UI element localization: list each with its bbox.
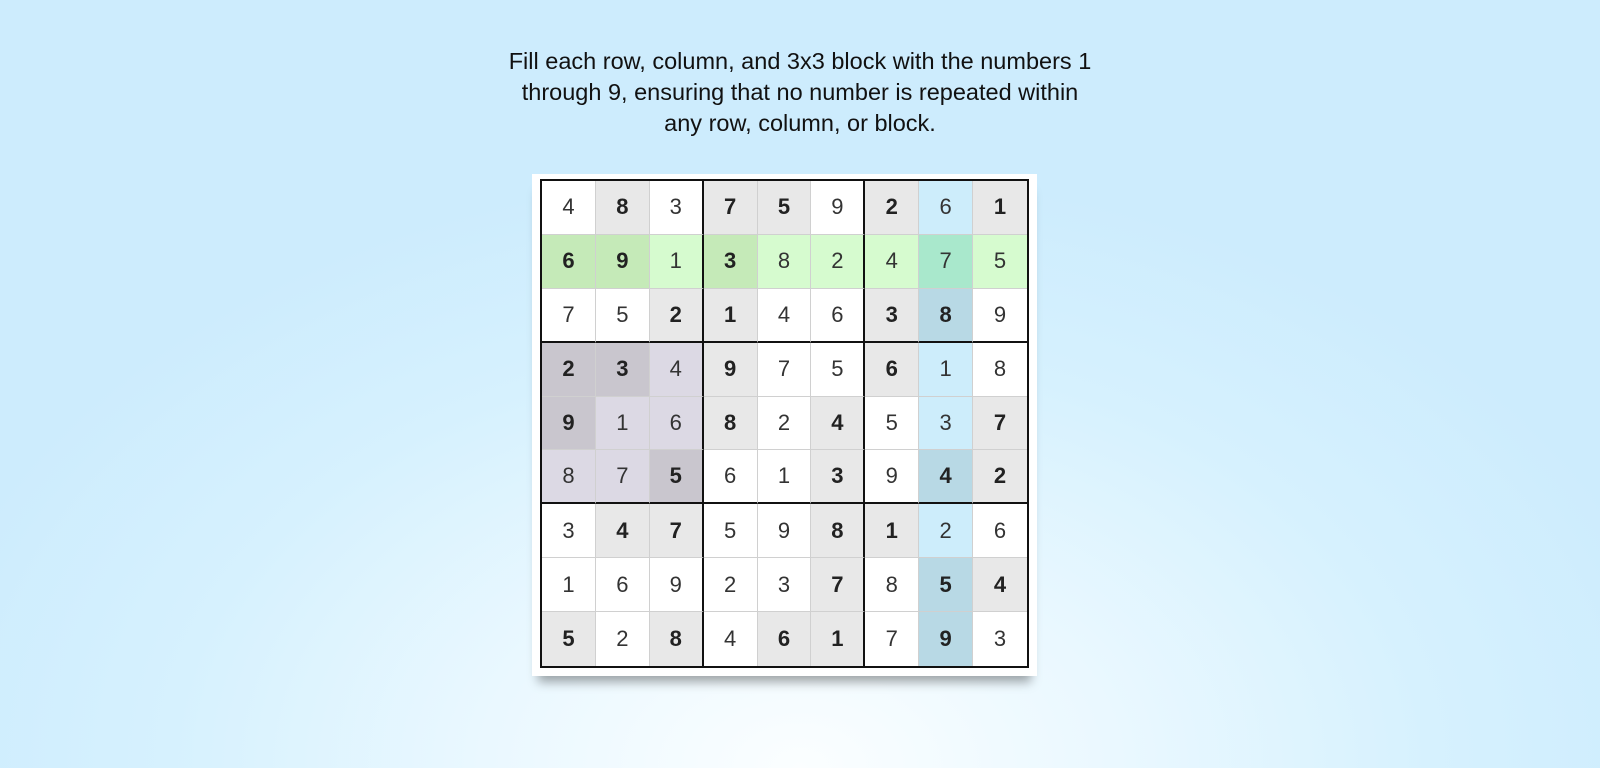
sudoku-cell-r2-c2: 9	[596, 235, 650, 289]
instructions-text: Fill each row, column, and 3x3 block with the numbers 1 through 9, ensuring that no number is repeated within any row, column, or block.	[508, 48, 1092, 136]
sudoku-cell-r9-c4[interactable]: 4	[704, 612, 758, 666]
sudoku-cell-r6-c3: 5	[650, 450, 704, 504]
sudoku-cell-r4-c7: 6	[865, 343, 919, 397]
sudoku-cell-r5-c2[interactable]: 1	[596, 397, 650, 451]
sudoku-cell-r5-c6: 4	[811, 397, 865, 451]
sudoku-cell-r1-c6[interactable]: 9	[811, 181, 865, 235]
sudoku-cell-r8-c9: 4	[973, 558, 1027, 612]
sudoku-cell-r5-c1: 9	[542, 397, 596, 451]
sudoku-cell-r9-c1: 5	[542, 612, 596, 666]
sudoku-cell-r2-c8[interactable]: 7	[919, 235, 973, 289]
sudoku-cell-r7-c4[interactable]: 5	[704, 504, 758, 558]
sudoku-cell-r2-c7[interactable]: 4	[865, 235, 919, 289]
sudoku-cell-r1-c4: 7	[704, 181, 758, 235]
sudoku-cell-r2-c6[interactable]: 2	[811, 235, 865, 289]
sudoku-cell-r6-c4[interactable]: 6	[704, 450, 758, 504]
sudoku-cell-r4-c9[interactable]: 8	[973, 343, 1027, 397]
sudoku-cell-r7-c9[interactable]: 6	[973, 504, 1027, 558]
sudoku-cell-r9-c5: 6	[758, 612, 812, 666]
sudoku-cell-r2-c5[interactable]: 8	[758, 235, 812, 289]
sudoku-cell-r3-c9[interactable]: 9	[973, 289, 1027, 343]
sudoku-cell-r3-c4: 1	[704, 289, 758, 343]
sudoku-cell-r2-c9[interactable]: 5	[973, 235, 1027, 289]
sudoku-cell-r6-c7[interactable]: 9	[865, 450, 919, 504]
sudoku-cell-r4-c5[interactable]: 7	[758, 343, 812, 397]
sudoku-cell-r7-c5[interactable]: 9	[758, 504, 812, 558]
sudoku-cell-r3-c1[interactable]: 7	[542, 289, 596, 343]
sudoku-cell-r5-c5[interactable]: 2	[758, 397, 812, 451]
sudoku-cell-r7-c7: 1	[865, 504, 919, 558]
sudoku-cell-r8-c1[interactable]: 1	[542, 558, 596, 612]
sudoku-cell-r4-c2: 3	[596, 343, 650, 397]
sudoku-cell-r4-c1: 2	[542, 343, 596, 397]
sudoku-cell-r5-c7[interactable]: 5	[865, 397, 919, 451]
sudoku-cell-r9-c8: 9	[919, 612, 973, 666]
sudoku-cell-r5-c4: 8	[704, 397, 758, 451]
sudoku-cell-r3-c5[interactable]: 4	[758, 289, 812, 343]
sudoku-cell-r1-c8[interactable]: 6	[919, 181, 973, 235]
sudoku-cell-r9-c2[interactable]: 2	[596, 612, 650, 666]
sudoku-cell-r8-c3[interactable]: 9	[650, 558, 704, 612]
sudoku-cell-r7-c3: 7	[650, 504, 704, 558]
sudoku-cell-r3-c3: 2	[650, 289, 704, 343]
sudoku-cell-r3-c6[interactable]: 6	[811, 289, 865, 343]
sudoku-cell-r1-c1[interactable]: 4	[542, 181, 596, 235]
sudoku-cell-r9-c6: 1	[811, 612, 865, 666]
sudoku-cell-r3-c2[interactable]: 5	[596, 289, 650, 343]
sudoku-cell-r5-c9: 7	[973, 397, 1027, 451]
sudoku-cell-r1-c9: 1	[973, 181, 1027, 235]
sudoku-cell-r7-c8[interactable]: 2	[919, 504, 973, 558]
sudoku-cell-r4-c8[interactable]: 1	[919, 343, 973, 397]
sudoku-cell-r5-c8[interactable]: 3	[919, 397, 973, 451]
sudoku-cell-r3-c8: 8	[919, 289, 973, 343]
sudoku-cell-r9-c9[interactable]: 3	[973, 612, 1027, 666]
sudoku-cell-r4-c4: 9	[704, 343, 758, 397]
sudoku-cell-r8-c2[interactable]: 6	[596, 558, 650, 612]
sudoku-cell-r1-c5: 5	[758, 181, 812, 235]
sudoku-cell-r1-c7: 2	[865, 181, 919, 235]
sudoku-grid	[540, 179, 1029, 668]
sudoku-cell-r6-c9: 2	[973, 450, 1027, 504]
sudoku-cell-r8-c6: 7	[811, 558, 865, 612]
sudoku-cell-r8-c4[interactable]: 2	[704, 558, 758, 612]
sudoku-cell-r6-c1[interactable]: 8	[542, 450, 596, 504]
sudoku-cell-r8-c7[interactable]: 8	[865, 558, 919, 612]
sudoku-cell-r4-c6[interactable]: 5	[811, 343, 865, 397]
sudoku-cell-r2-c3[interactable]: 1	[650, 235, 704, 289]
sudoku-cell-r2-c1: 6	[542, 235, 596, 289]
sudoku-cell-r7-c1[interactable]: 3	[542, 504, 596, 558]
sudoku-cell-r8-c5[interactable]: 3	[758, 558, 812, 612]
sudoku-cell-r5-c3[interactable]: 6	[650, 397, 704, 451]
sudoku-cell-r6-c8: 4	[919, 450, 973, 504]
sudoku-cell-r6-c5[interactable]: 1	[758, 450, 812, 504]
sudoku-cell-r3-c7: 3	[865, 289, 919, 343]
sudoku-cell-r6-c2[interactable]: 7	[596, 450, 650, 504]
sudoku-cell-r9-c3: 8	[650, 612, 704, 666]
sudoku-cell-r2-c4: 3	[704, 235, 758, 289]
sudoku-cell-r1-c2: 8	[596, 181, 650, 235]
sudoku-cell-r1-c3[interactable]: 3	[650, 181, 704, 235]
sudoku-cell-r9-c7[interactable]: 7	[865, 612, 919, 666]
sudoku-cell-r4-c3[interactable]: 4	[650, 343, 704, 397]
sudoku-cell-r8-c8: 5	[919, 558, 973, 612]
sudoku-cell-r6-c6: 3	[811, 450, 865, 504]
sudoku-cell-r7-c2: 4	[596, 504, 650, 558]
sudoku-cell-r7-c6: 8	[811, 504, 865, 558]
